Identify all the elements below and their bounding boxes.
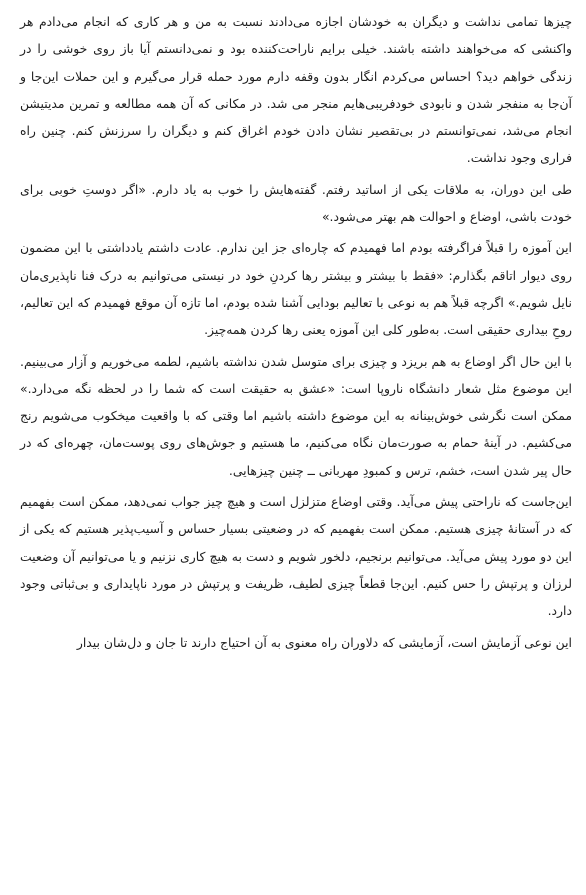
paragraph-4: با این حال اگر اوضاع به هم بریزد و چیزی برای متوسل شدن نداشته باشیم، لطمه می‌خوریم و آزار می‌بینیم. این موضوع مثل شعار دانشگاه ناروپا است: «عشق به حقیقت است که شما را در لحظه نگه می‌دارد.» ممکن است نگرشی خوش‌بینانه به این موضوع داشته باشیم اما وقتی که با واقعیت میخکوب می‌شویم رنج می‌کشیم. در آینهٔ حمام به صورت‌مان نگاه می‌کنیم، ما هستیم و جوش‌های روی پوست‌مان، چهره‌ای که در حال پیر شدن است، خشم، ترس و کمبودِ مهربانی ــ چنین چیزهایی. [20, 353, 572, 478]
paragraph-3: این آموزه را قبلاً فراگرفته بودم اما فهمیدم که چاره‌ای جز این ندارم. عادت داشتم یادداشتی با این مضمون روی دیوار اتاقم بگذارم: «فقط با بیشتر و بیشتر رها کردنِ خود در نیستی می‌توانیم به درک فنا ناپذیری‌مان نایل شویم.» اگرچه قبلاً هم به نوعی با تعالیم بودایی آشنا شده بودم، اما تازه آن موقع فهمیدم که این تعالیم، روحِ بیداری حقیقی است. به‌طور کلی این آموزه یعنی رها کردن همه‌چیز. [20, 240, 572, 338]
paragraph-6: این نوعی آزمایش است، آزمایشی که دلاوران راه معنوی به آن احتیاج دارند تا جان و دل‌شان بیدار [76, 634, 572, 650]
paragraph-2: طی این دوران، به ملاقات یکی از اساتید رفتم. گفته‌هایش را خوب به یاد دارم. «اگر دوستِ خوبی برای خودت باشی، اوضاع و احوالت هم بهتر می‌شود.» [20, 181, 572, 225]
paragraph-1: چیزها تمامی نداشت و دیگران به خودشان اجازه می‌دادند نسبت به من و هر کاری که انجام می‌دادم هر واکنشی که می‌خواهند داشته باشند. خیلی برایم ناراحت‌کننده بود و نمی‌دانستم آیا باز روی خوشی را در زندگی خواهم دید؟ احساس می‌کردم انگار بدون وقفه دارم مورد حمله قرار می‌گیرم و این حملات این‌جا و آن‌جا به منفجر شدن و نابودی خودفریبی‌هایم منجر می شد. در مکانی که آن همه مطالعه و تمرین مدیتیشن انجام می‌شد، نمی‌توانستم در بی‌تقصیر نشان دادن خودم اغراق کنم و دیگران را سرزنش کنم. چنین راه فراری وجود نداشت. [20, 14, 572, 166]
paragraph-5: این‌جاست که ناراحتی پیش می‌آید. وقتی اوضاع متزلزل است و هیچ چیز جواب نمی‌دهد، ممکن است بفهمیم که در آستانهٔ چیزی هستیم. ممکن است بفهمیم که در وضعیتی بسیار حساس و آسیب‌پذیر هستیم که یکی از این دو مورد پیش می‌آید. می‌توانیم برنجیم، دلخور شویم و دست به هیچ کاری نزنیم و یا می‌توانیم آن وضعیت لرزان و پرتپش را حس کنیم. این‌جا قطعاً چیزی لطیف، ظریفت و پرتپش در مورد ناپایداری و بی‌ثباتی وجود دارد. [20, 494, 572, 619]
